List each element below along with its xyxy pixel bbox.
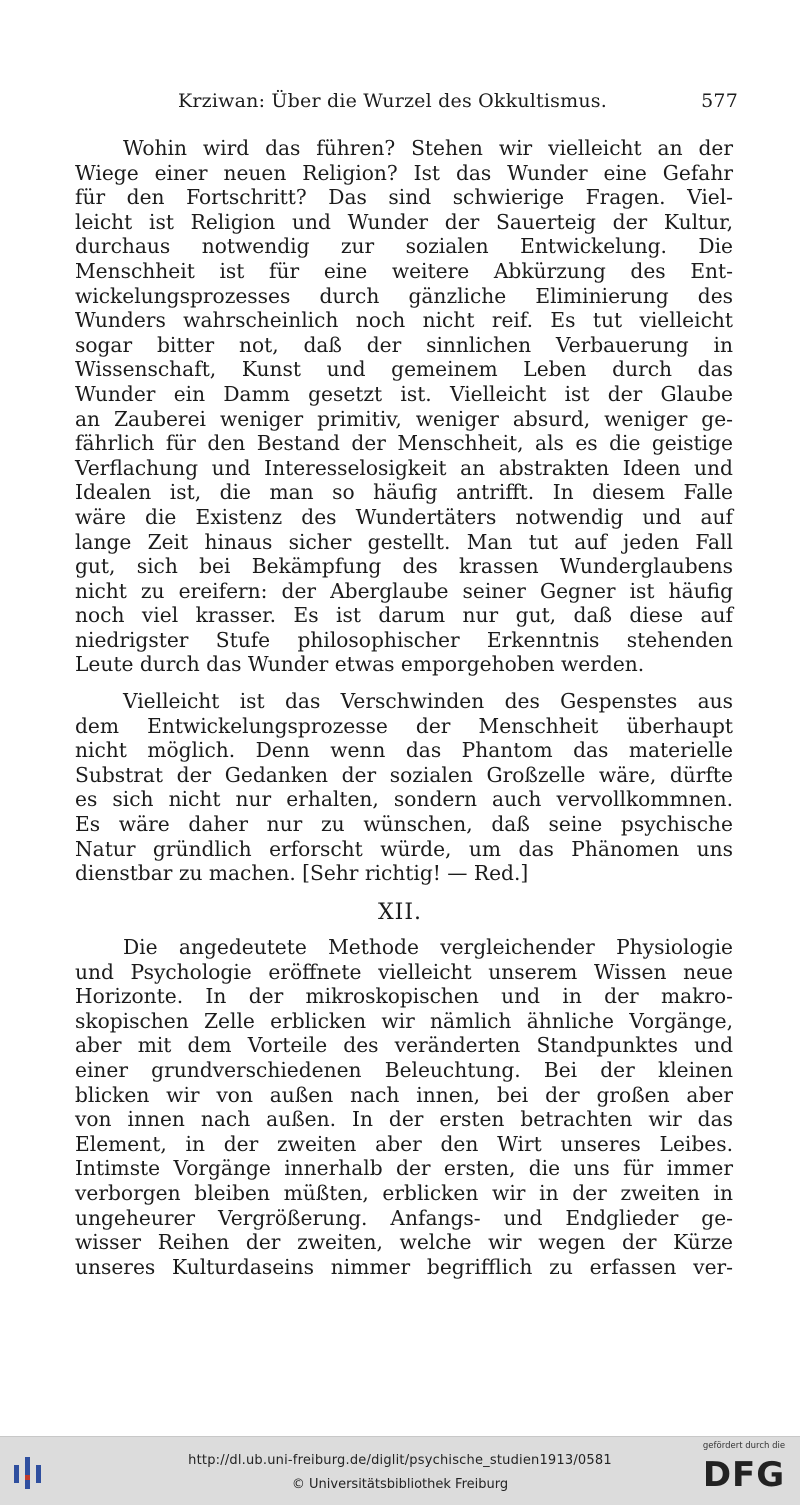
text-line: ungeheurer Vergrößerung. Anfangs- und Endglieder ge- xyxy=(75,1205,733,1230)
text-line: sogar bitter not, daß der sinnlichen Verbauerung in xyxy=(75,332,733,357)
text-line: leicht ist Religion und Wunder der Sauerteig der Kultur, xyxy=(75,209,733,234)
text-line: Wissenschaft, Kunst und gemeinem Leben durch das xyxy=(75,357,733,382)
text-line: wickelungsprozesses durch gänzliche Eliminierung des xyxy=(75,283,733,308)
text-line: fährlich für den Bestand der Menschheit, als es die geistige xyxy=(75,431,733,456)
text-line: Es wäre daher nur zu wünschen, daß seine psychische xyxy=(75,811,733,836)
text-line: wisser Reihen der zweiten, welche wir wegen der Kürze xyxy=(75,1230,733,1255)
text-line: von innen nach außen. In der ersten betrachten wir das xyxy=(75,1107,733,1132)
text-line: Die angedeutete Methode vergleichender Physiologie xyxy=(123,935,733,959)
text-line: lange Zeit hinaus sicher gestellt. Man tut auf jeden Fall xyxy=(75,529,733,554)
text-line: Wunders wahrscheinlich noch nicht reif. Es tut vielleicht xyxy=(75,308,733,333)
text-line: nicht zu ereifern: der Aberglaube seiner Gegner ist häufig xyxy=(75,578,733,603)
text-line: an Zauberei weniger primitiv, weniger absurd, weniger ge- xyxy=(75,406,733,431)
running-title: Krziwan: Über die Wurzel des Okkultismus. xyxy=(178,90,607,112)
text-line: skopischen Zelle erblicken wir nämlich ähnliche Vorgänge, xyxy=(75,1008,733,1033)
text-line: aber mit dem Vorteile des veränderten Standpunktes und xyxy=(75,1033,733,1058)
text-line: Idealen ist, die man so häufig antrifft. In diesem Falle xyxy=(75,480,733,505)
text-line: einer grundverschiedenen Beleuchtung. Bei der kleinen xyxy=(75,1057,733,1082)
dfg-logo-icon: DFG xyxy=(702,1455,786,1495)
text-line: noch viel krasser. Es ist darum nur gut, daß diese auf xyxy=(75,603,733,628)
text-line: es sich nicht nur erhalten, sondern auch vervollkommnen. xyxy=(75,787,733,812)
text-line: Vielleicht ist das Verschwinden des Gespenstes aus xyxy=(123,689,733,713)
text-line: Intimste Vorgänge innerhalb der ersten, die uns für immer xyxy=(75,1156,733,1181)
dfg-caption: gefördert durch die xyxy=(702,1441,786,1451)
text-line: verborgen bleiben müßten, erblicken wir in der zweiten in xyxy=(75,1180,733,1205)
text-line: Natur gründlich erforscht würde, um das Phänomen uns xyxy=(75,836,733,861)
text-line: wäre die Existenz des Wundertäters notwendig und auf xyxy=(75,504,733,529)
text-line: dem Entwickelungsprozesse der Menschheit überhaupt xyxy=(75,713,733,738)
text-line: dienstbar zu machen. [Sehr richtig! — Red.] xyxy=(75,861,529,886)
paragraph-block-1 xyxy=(75,136,733,677)
text-line: Substrat der Gedanken der sozialen Großzelle wäre, dürfte xyxy=(75,762,733,787)
text-line: Wiege einer neuen Religion? Ist das Wunder eine Gefahr xyxy=(75,160,733,185)
page-number: 577 xyxy=(701,90,738,112)
section-heading: XII. xyxy=(377,900,423,925)
paragraph-block-2 xyxy=(75,689,733,886)
text-line: Menschheit ist für eine weitere Abkürzung des Ent- xyxy=(75,258,733,283)
text-line: blicken wir von außen nach innen, bei der großen aber xyxy=(75,1082,733,1107)
footer-bar xyxy=(0,1436,800,1505)
running-header xyxy=(178,90,738,118)
text-line: Element, in der zweiten aber den Wirt unseres Leibes. xyxy=(75,1131,733,1156)
text-line: Wohin wird das führen? Stehen wir vielleicht an der xyxy=(123,136,733,160)
text-line: Leute durch das Wunder etwas emporgehoben werden. xyxy=(75,652,645,677)
copyright-notice: © Universitätsbibliothek Freiburg xyxy=(291,1477,509,1492)
text-line: unseres Kulturdaseins nimmer begrifflich zu erfassen ver- xyxy=(75,1254,733,1279)
text-line: Verflachung und Interesselosigkeit an abstrakten Ideen und xyxy=(75,455,733,480)
text-line: und Psychologie eröffnete vielleicht unserem Wissen neue xyxy=(75,959,733,984)
text-line: gut, sich bei Bekämpfung des krassen Wunderglaubens xyxy=(75,554,733,579)
text-line: niedrigster Stufe philosophischer Erkenntnis stehenden xyxy=(75,627,733,652)
paragraph-block-3 xyxy=(75,935,733,1279)
text-line: Wunder ein Damm gesetzt ist. Vielleicht ist der Glaube xyxy=(75,381,733,406)
text-line: durchaus notwendig zur sozialen Entwickelung. Die xyxy=(75,234,733,259)
text-line: nicht möglich. Denn wenn das Phantom das materielle xyxy=(75,738,733,763)
text-line: Horizonte. In der mikroskopischen und in der makro- xyxy=(75,984,733,1009)
dfg-funding-logo xyxy=(696,1441,792,1501)
permalink-url[interactable]: http://dl.ub.uni-freiburg.de/diglit/psychische_studien1913/0581 xyxy=(188,1453,612,1468)
text-line: für den Fortschritt? Das sind schwierige Fragen. Viel- xyxy=(75,185,733,210)
